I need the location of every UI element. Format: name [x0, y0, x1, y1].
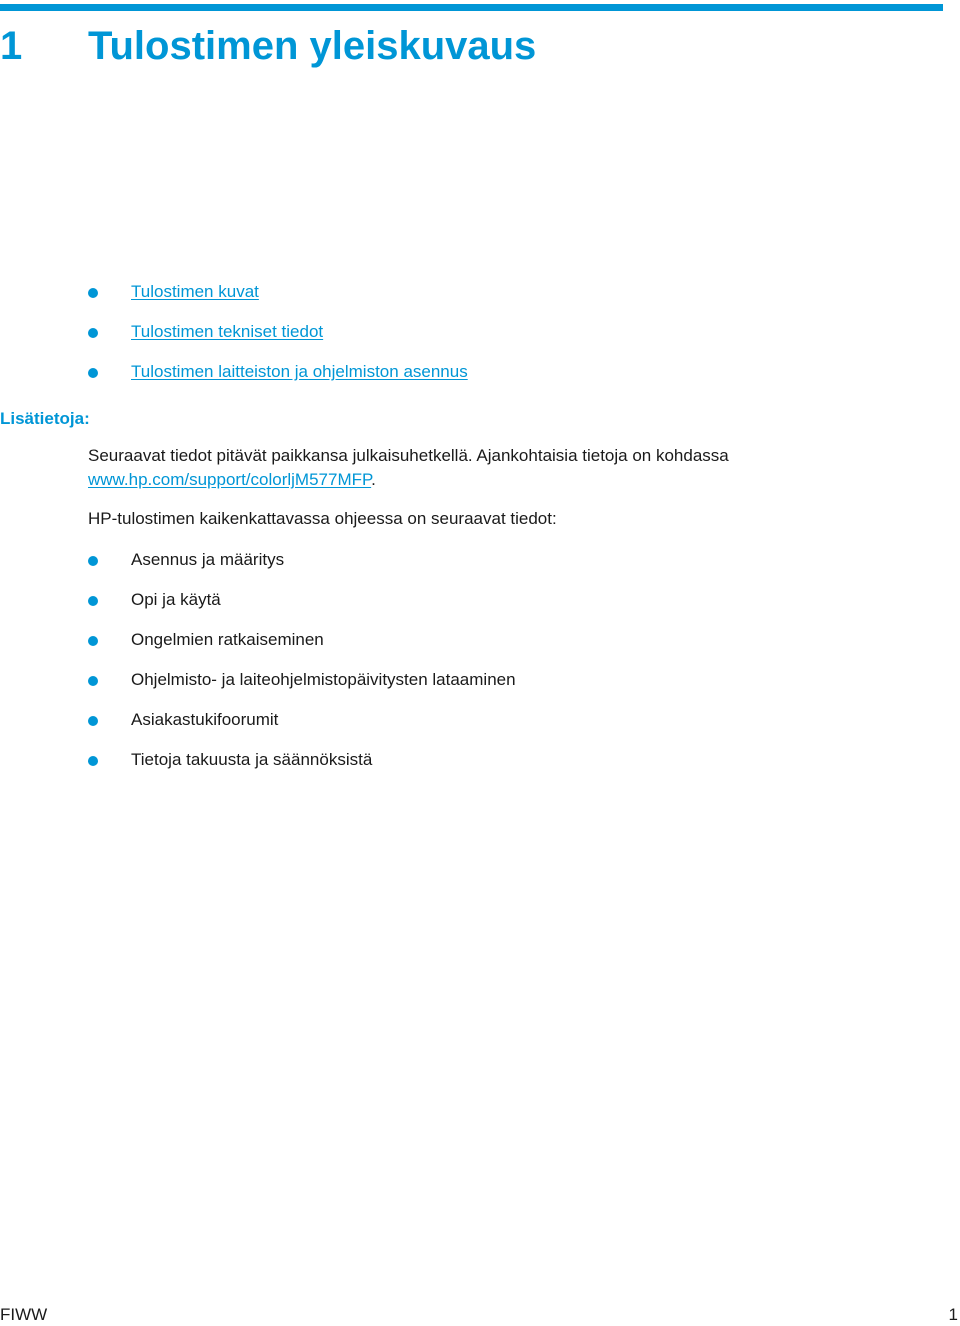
bullet-icon	[88, 368, 98, 378]
bullet-icon	[88, 328, 98, 338]
topic-label: Ohjelmisto- ja laiteohjelmistopäivitysten lataaminen	[131, 670, 516, 689]
intro-text: HP-tulostimen kaikenkattavassa ohjeessa on seuraavat tiedot:	[88, 509, 557, 528]
page-number: 1	[948, 1305, 958, 1324]
bullet-icon	[88, 556, 98, 566]
top-rule	[0, 4, 943, 11]
topic-label: Asennus ja määritys	[131, 550, 285, 569]
link-printer-specs[interactable]: Tulostimen tekniset tiedot	[131, 322, 324, 341]
bullet-icon	[88, 756, 98, 766]
bullet-icon	[88, 636, 98, 646]
topic-label: Opi ja käytä	[131, 590, 221, 609]
link-printer-views[interactable]: Tulostimen kuvat	[131, 282, 259, 301]
chapter-title	[0, 18, 536, 74]
footer-locale: FIWW	[0, 1305, 48, 1324]
bullet-icon	[88, 716, 98, 726]
note-text-before: Seuraavat tiedot pitävät paikkansa julkaisuhetkellä. Ajankohtaisia tietoja on kohdassa	[88, 446, 729, 465]
note-text	[88, 444, 888, 492]
topic-label: Asiakastukifoorumit	[131, 710, 279, 729]
note-text-after: .	[371, 470, 376, 489]
link-printer-setup[interactable]: Tulostimen laitteiston ja ohjelmiston asennus	[131, 362, 468, 381]
topic-label: Ongelmien ratkaiseminen	[131, 630, 324, 649]
chapter-title-text: Tulostimen yleiskuvaus	[88, 24, 537, 68]
note-label: Lisätietoja:	[0, 409, 90, 428]
support-url-link[interactable]: www.hp.com/support/colorljM577MFP	[88, 470, 372, 489]
bullet-icon	[88, 676, 98, 686]
chapter-number: 1	[0, 24, 23, 68]
bullet-icon	[88, 288, 98, 298]
topic-label: Tietoja takuusta ja säännöksistä	[131, 750, 373, 769]
bullet-icon	[88, 596, 98, 606]
